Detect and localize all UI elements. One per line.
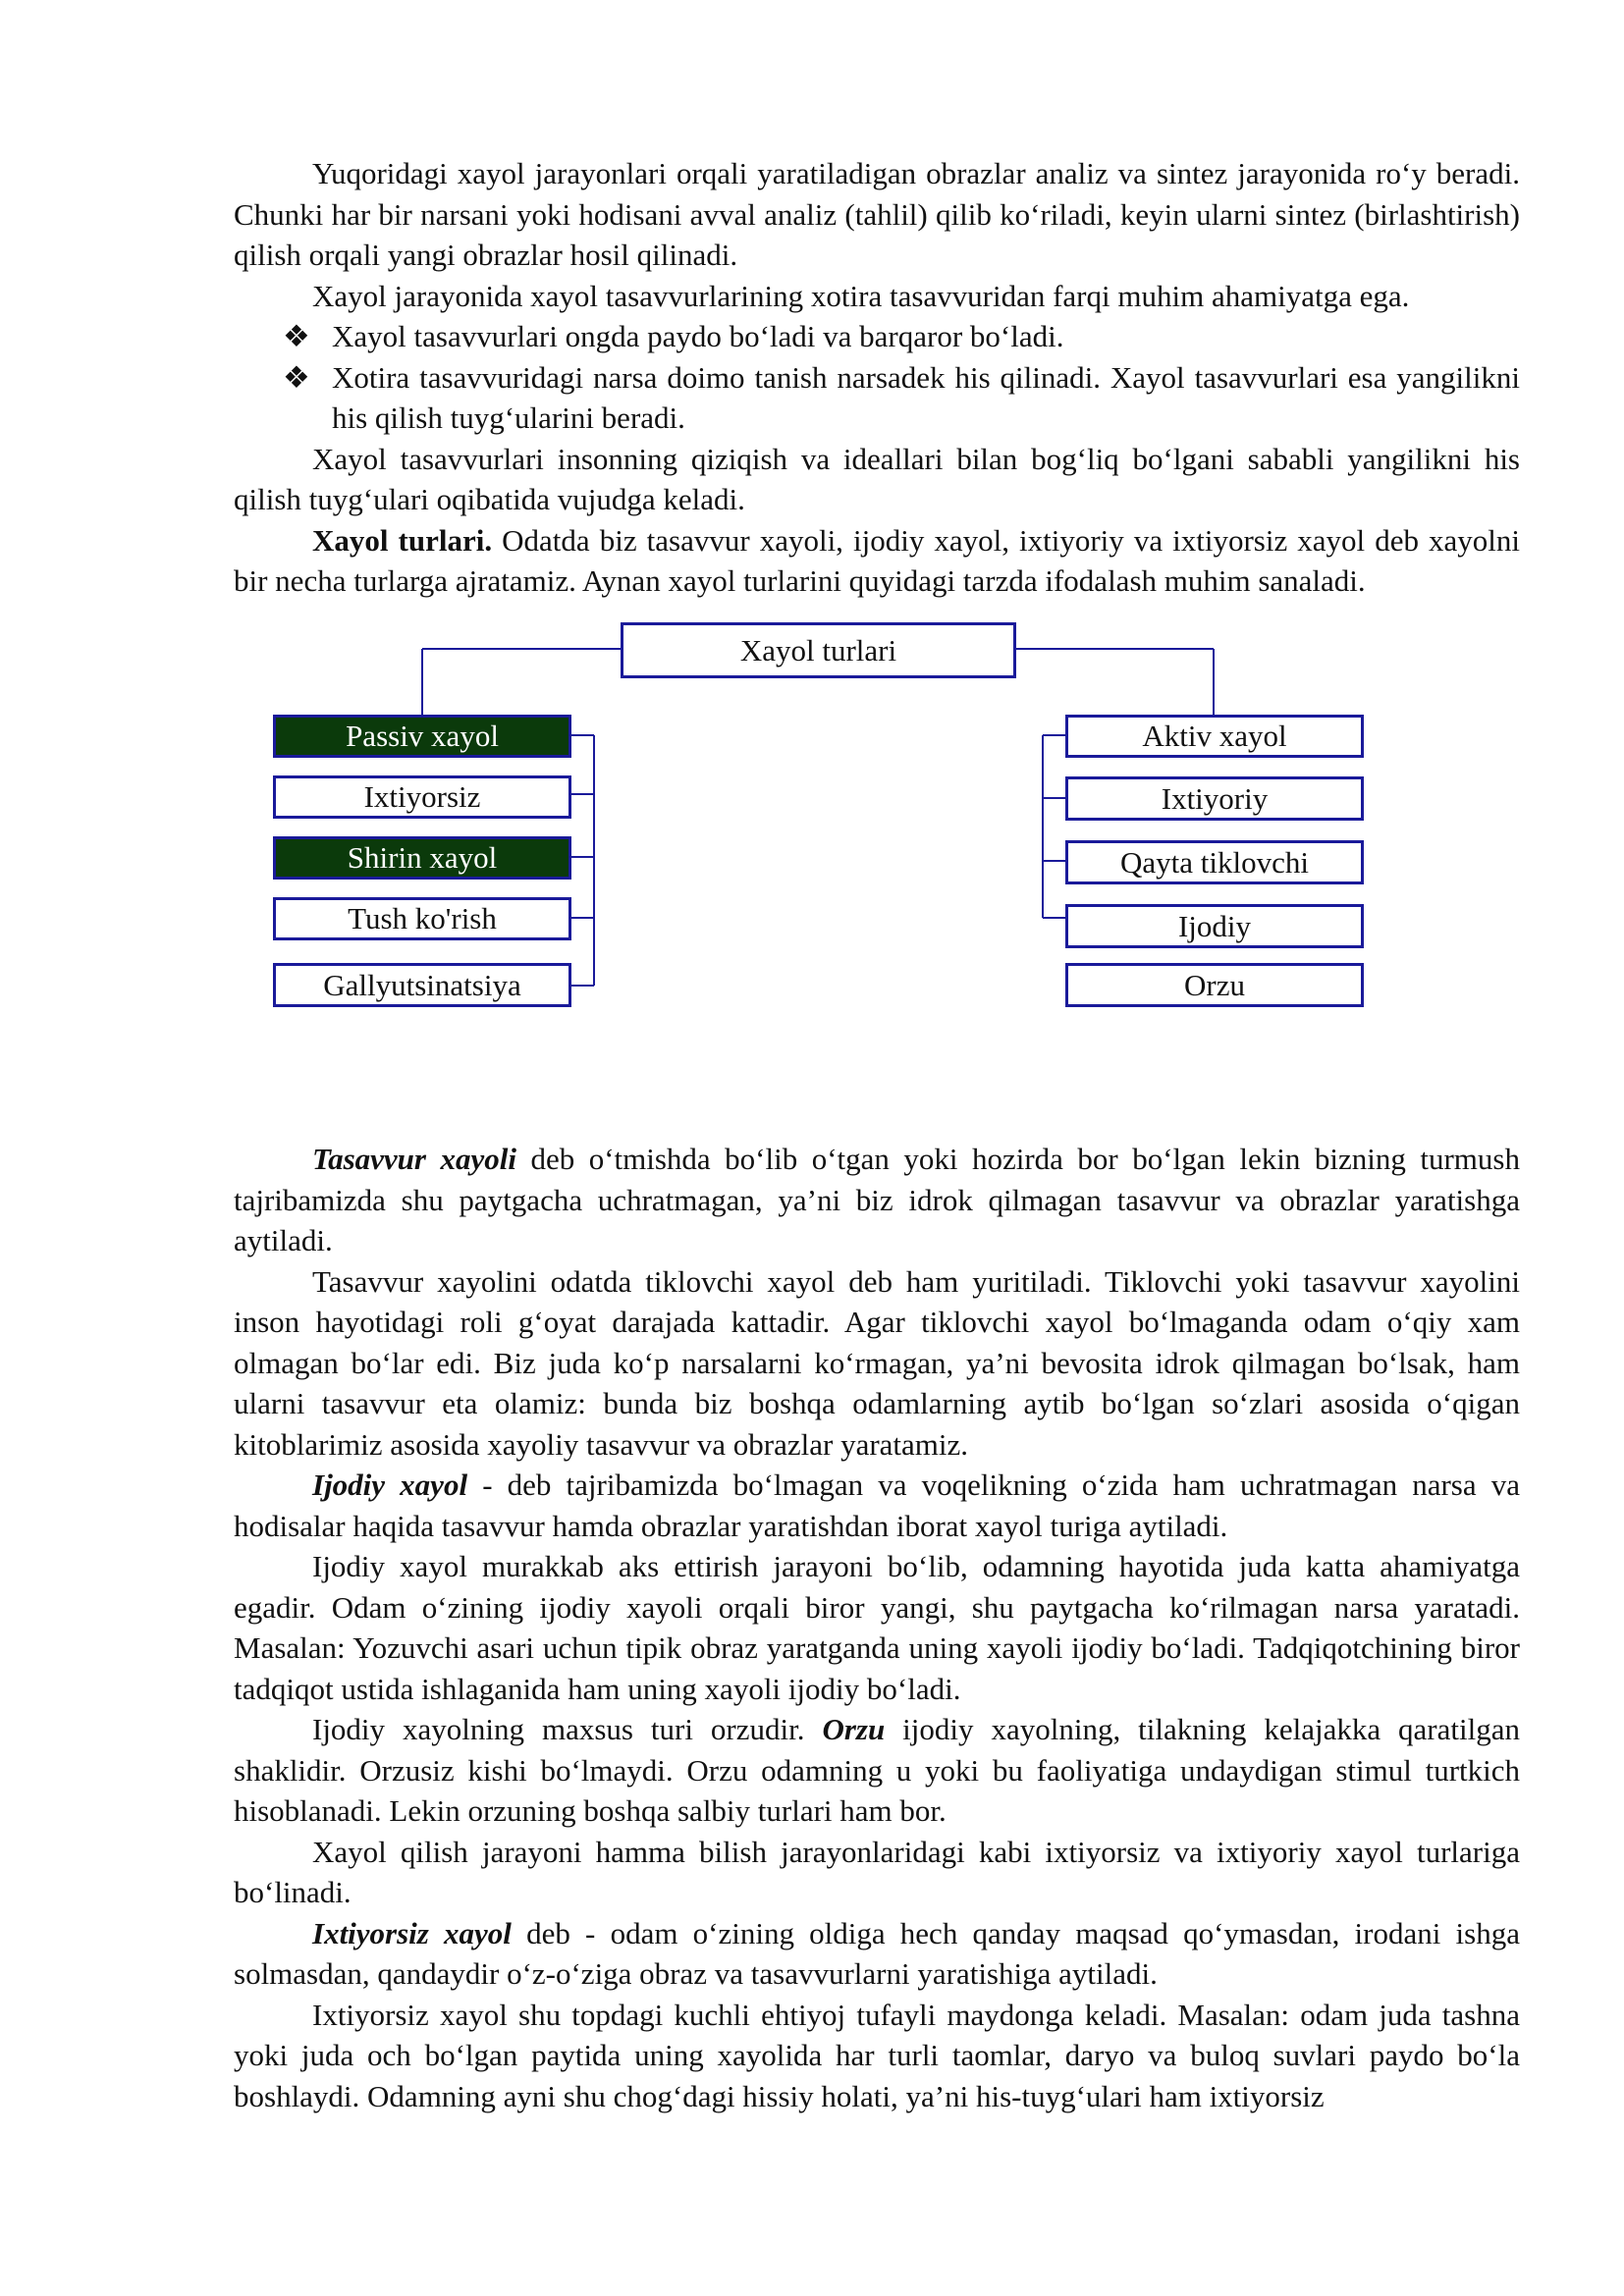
bullet-text: Xotira tasavvuridagi narsa doimo tanish narsadek his qilinadi. Xayol tasavvurlari esa yangilikni his qilish tuyg‘ularini beradi. xyxy=(332,359,1520,435)
paragraph-text: deb o‘tmishda bo‘lib o‘tgan yoki hozirda bor bo‘lgan lekin bizning turmush tajribamizda shu paytgacha uchratmagan, ya’ni biz idrok qilmagan tasavvur va obrazlar yaratishga aytiladi. xyxy=(234,1142,1520,1257)
bottom-text-block xyxy=(234,1139,1520,2116)
diagram-connectors xyxy=(0,0,1624,1041)
diamond-bullet-icon: ❖ xyxy=(283,359,310,395)
diagram-node-qayta-tiklovchi: Qayta tiklovchi xyxy=(1065,840,1364,884)
paragraph: Tasavvur xayolini odatda tiklovchi xayol deb ham yuritiladi. Tiklovchi yoki tasavvur xayolini inson hayotidagi roli g‘oyat darajada kattadir. Agar tiklovchi xayol bo‘lmaganda odam o‘qiy xam olmagan bo‘lar edi. Biz juda ko‘p narsalarni ko‘rmagan, ya’ni bevosita idrok qilmagan bo‘lsak, ham ularni tasavvur eta olamiz: bunda biz boshqa odamlarning aytib bo‘lgan so‘zlari asosida o‘qigan kitoblarimiz asosida xayoliy tasavvur va obrazlar yaratamiz. xyxy=(234,1263,1520,1462)
paragraph: Ijodiy xayol murakkab aks ettirish jarayoni bo‘lib, odamning hayotida juda katta ahamiyatga egadir. Odam o‘zining ijodiy xayoli orqali biror yangi, shu paytgacha ko‘rilmagan narsa yaratadi. Masalan: Yozuvchi asari uchun tipik obraz yaratganda uning xayoli ijodiy bo‘ladi. Tadqiqotchining biror tadqiqot ustida ishlaganida ham uning xayoli ijodiy bo‘ladi. xyxy=(234,1549,1520,1706)
paragraph: Xayol jarayonida xayol tasavvurlarining xotira tasavvuridan farqi muhim ahamiyatga ega. xyxy=(312,278,1410,313)
term: Orzu xyxy=(822,1712,886,1746)
diagram-node-tush: Tush ko'rish xyxy=(273,897,571,940)
term: Tasavvur xayoli xyxy=(312,1142,516,1176)
paragraph-text: deb - odam o‘zining oldiga hech qanday maqsad qo‘ymasdan, irodani ishga solmasdan, qandaydir o‘z-o‘ziga obraz va tasavvurlarni yaratishiga aytiladi. xyxy=(234,1915,1520,1991)
paragraph xyxy=(234,1913,1520,1995)
diagram-node-orzu: Orzu xyxy=(1065,963,1364,1007)
paragraph-text: Odatda biz tasavvur xayoli, ijodiy xayol, ixtiyoriy va ixtiyorsiz xayol deb xayolni bir necha turlarga ajratamiz. Aynan xayol turlarini quyidagi tarzda ifodalash muhim sanaladi. xyxy=(234,522,1520,598)
diagram-node-passiv: Passiv xayol xyxy=(273,715,571,758)
diagram-node-ixtiyorsiz: Ixtiyorsiz xyxy=(273,775,571,819)
diagram-node-ijodiy: Ijodiy xyxy=(1065,904,1364,948)
paragraph: Ixtiyorsiz xayol shu topdagi kuchli ehtiyoj tufayli maydonga keladi. Masalan: odam juda tashna yoki juda och bo‘lgan paytida uning xayolida har turli taomlar, daryo va buloq suvlari paydo bo‘la boshlaydi. Odamning ayni shu chog‘dagi hissiy holati, ya’ni his-tuyg‘ulari ham ixtiyorsiz xyxy=(234,1997,1520,2113)
bullet-text: Xayol tasavvurlari ongda paydo bo‘ladi va barqaror bo‘ladi. xyxy=(332,319,1064,353)
diamond-bullet-icon: ❖ xyxy=(283,319,310,353)
term: Ijodiy xayol xyxy=(312,1468,468,1502)
paragraph-text: ijodiy xayolning, tilakning kelajakka qaratilgan shaklidir. Orzusiz kishi bo‘lmaydi. Orzu odamning u yoki bu faoliyatiga undaydigan stimul turtkich hisoblanadi. Lekin orzuning boshqa salbiy turlari ham bor. xyxy=(234,1712,1520,1828)
diagram-node-shirin: Shirin xayol xyxy=(273,836,571,880)
paragraph-text: - deb tajribamizda bo‘lmagan va voqelikning o‘zida ham uchratmagan narsa va hodisalar haqida tasavvur hamda obrazlar yaratishdan iborat xayol turiga aytiladi. xyxy=(234,1468,1521,1543)
paragraph-text: Ijodiy xayolning maxsus turi orzudir. xyxy=(312,1712,823,1746)
section-heading: Xayol turlari. xyxy=(312,522,493,558)
diagram-node-gallyutsinatsiya: Gallyutsinatsiya xyxy=(273,963,571,1007)
paragraph xyxy=(234,1139,1520,1261)
diagram-node-aktiv: Aktiv xayol xyxy=(1065,715,1364,758)
paragraph: Yuqoridagi xayol jarayonlari orqali yaratiladigan obrazlar analiz va sintez jarayonida ro‘y beradi. Chunki har bir narsani yoki hodisani avval analiz (tahlil) qilib ko‘riladi, keyin ularni sintez (birlashtirish) qilish orqali yangi obrazlar hosil qilinadi. xyxy=(234,156,1520,272)
term: Ixtiyorsiz xayol xyxy=(312,1915,512,1950)
paragraph: Xayol qilish jarayoni hamma bilish jarayonlaridagi kabi ixtiyorsiz va ixtiyoriy xayol turlariga bo‘linadi. xyxy=(234,1834,1520,1909)
paragraph: Xayol tasavvurlari insonning qiziqish va ideallari bilan bog‘liq bo‘lgani sababli yangilikni his qilish tuyg‘ulari oqibatida vujudga keladi. xyxy=(234,441,1520,516)
diagram-root-box: Xayol turlari xyxy=(621,622,1016,678)
diagram-node-ixtiyoriy: Ixtiyoriy xyxy=(1065,776,1364,821)
paragraph xyxy=(234,1709,1520,1832)
paragraph xyxy=(234,1465,1520,1546)
